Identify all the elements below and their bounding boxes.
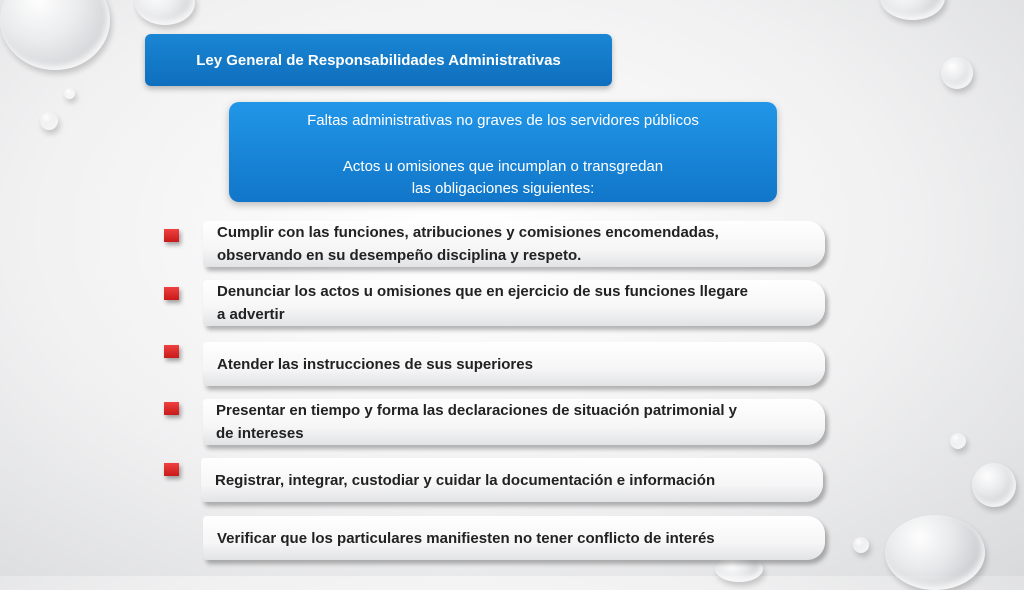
red-square-bullet-icon [164, 402, 179, 415]
title-banner [145, 34, 612, 86]
list-item-line: Presentar en tiempo y forma las declaraciones de situación patrimonial y [216, 402, 738, 419]
water-drop-decoration [885, 515, 985, 590]
list-item-line: Denunciar los actos u omisiones que en ejercicio de sus funciones llegare [217, 283, 748, 300]
water-drop-decoration [40, 112, 58, 130]
water-drop-decoration [853, 537, 869, 553]
intro-line-3: las obligaciones siguientes: [411, 180, 595, 197]
intro-line-2: Actos u omisiones que incumplan o transgredan [342, 158, 664, 175]
list-item [201, 458, 823, 502]
list-item [203, 399, 825, 445]
red-square-bullet-icon [164, 463, 179, 476]
list-item-line: a advertir [217, 306, 285, 323]
list-item [203, 516, 825, 560]
list-item [203, 342, 825, 386]
water-drop-decoration [950, 433, 966, 449]
water-drop-decoration [135, 0, 195, 25]
water-drop-decoration [972, 463, 1016, 507]
list-item-line: Verificar que los particulares manifiesten no tener conflicto de interés [217, 529, 715, 547]
water-drop-decoration [941, 57, 973, 89]
list-item-line: Cumplir con las funciones, atribuciones y comisiones encomendadas, [217, 224, 719, 241]
red-square-bullet-icon [164, 287, 179, 300]
list-item-line: Registrar, integrar, custodiar y cuidar la documentación e información [215, 471, 716, 489]
intro-box [229, 102, 777, 202]
red-square-bullet-icon [164, 229, 179, 242]
red-square-bullet-icon [164, 345, 179, 358]
list-item [203, 221, 825, 267]
water-drop-decoration [880, 0, 945, 20]
water-drop-decoration [64, 88, 75, 99]
list-item [203, 280, 825, 326]
list-item-line: de intereses [216, 425, 304, 442]
water-drop-decoration [0, 0, 110, 70]
intro-line-1: Faltas administrativas no graves de los servidores públicos [307, 112, 699, 129]
list-item-line: observando en su desempeño disciplina y respeto. [217, 247, 582, 264]
list-item-line: Atender las instrucciones de sus superiores [217, 355, 533, 373]
title-text: Ley General de Responsabilidades Administrativas [196, 51, 561, 69]
